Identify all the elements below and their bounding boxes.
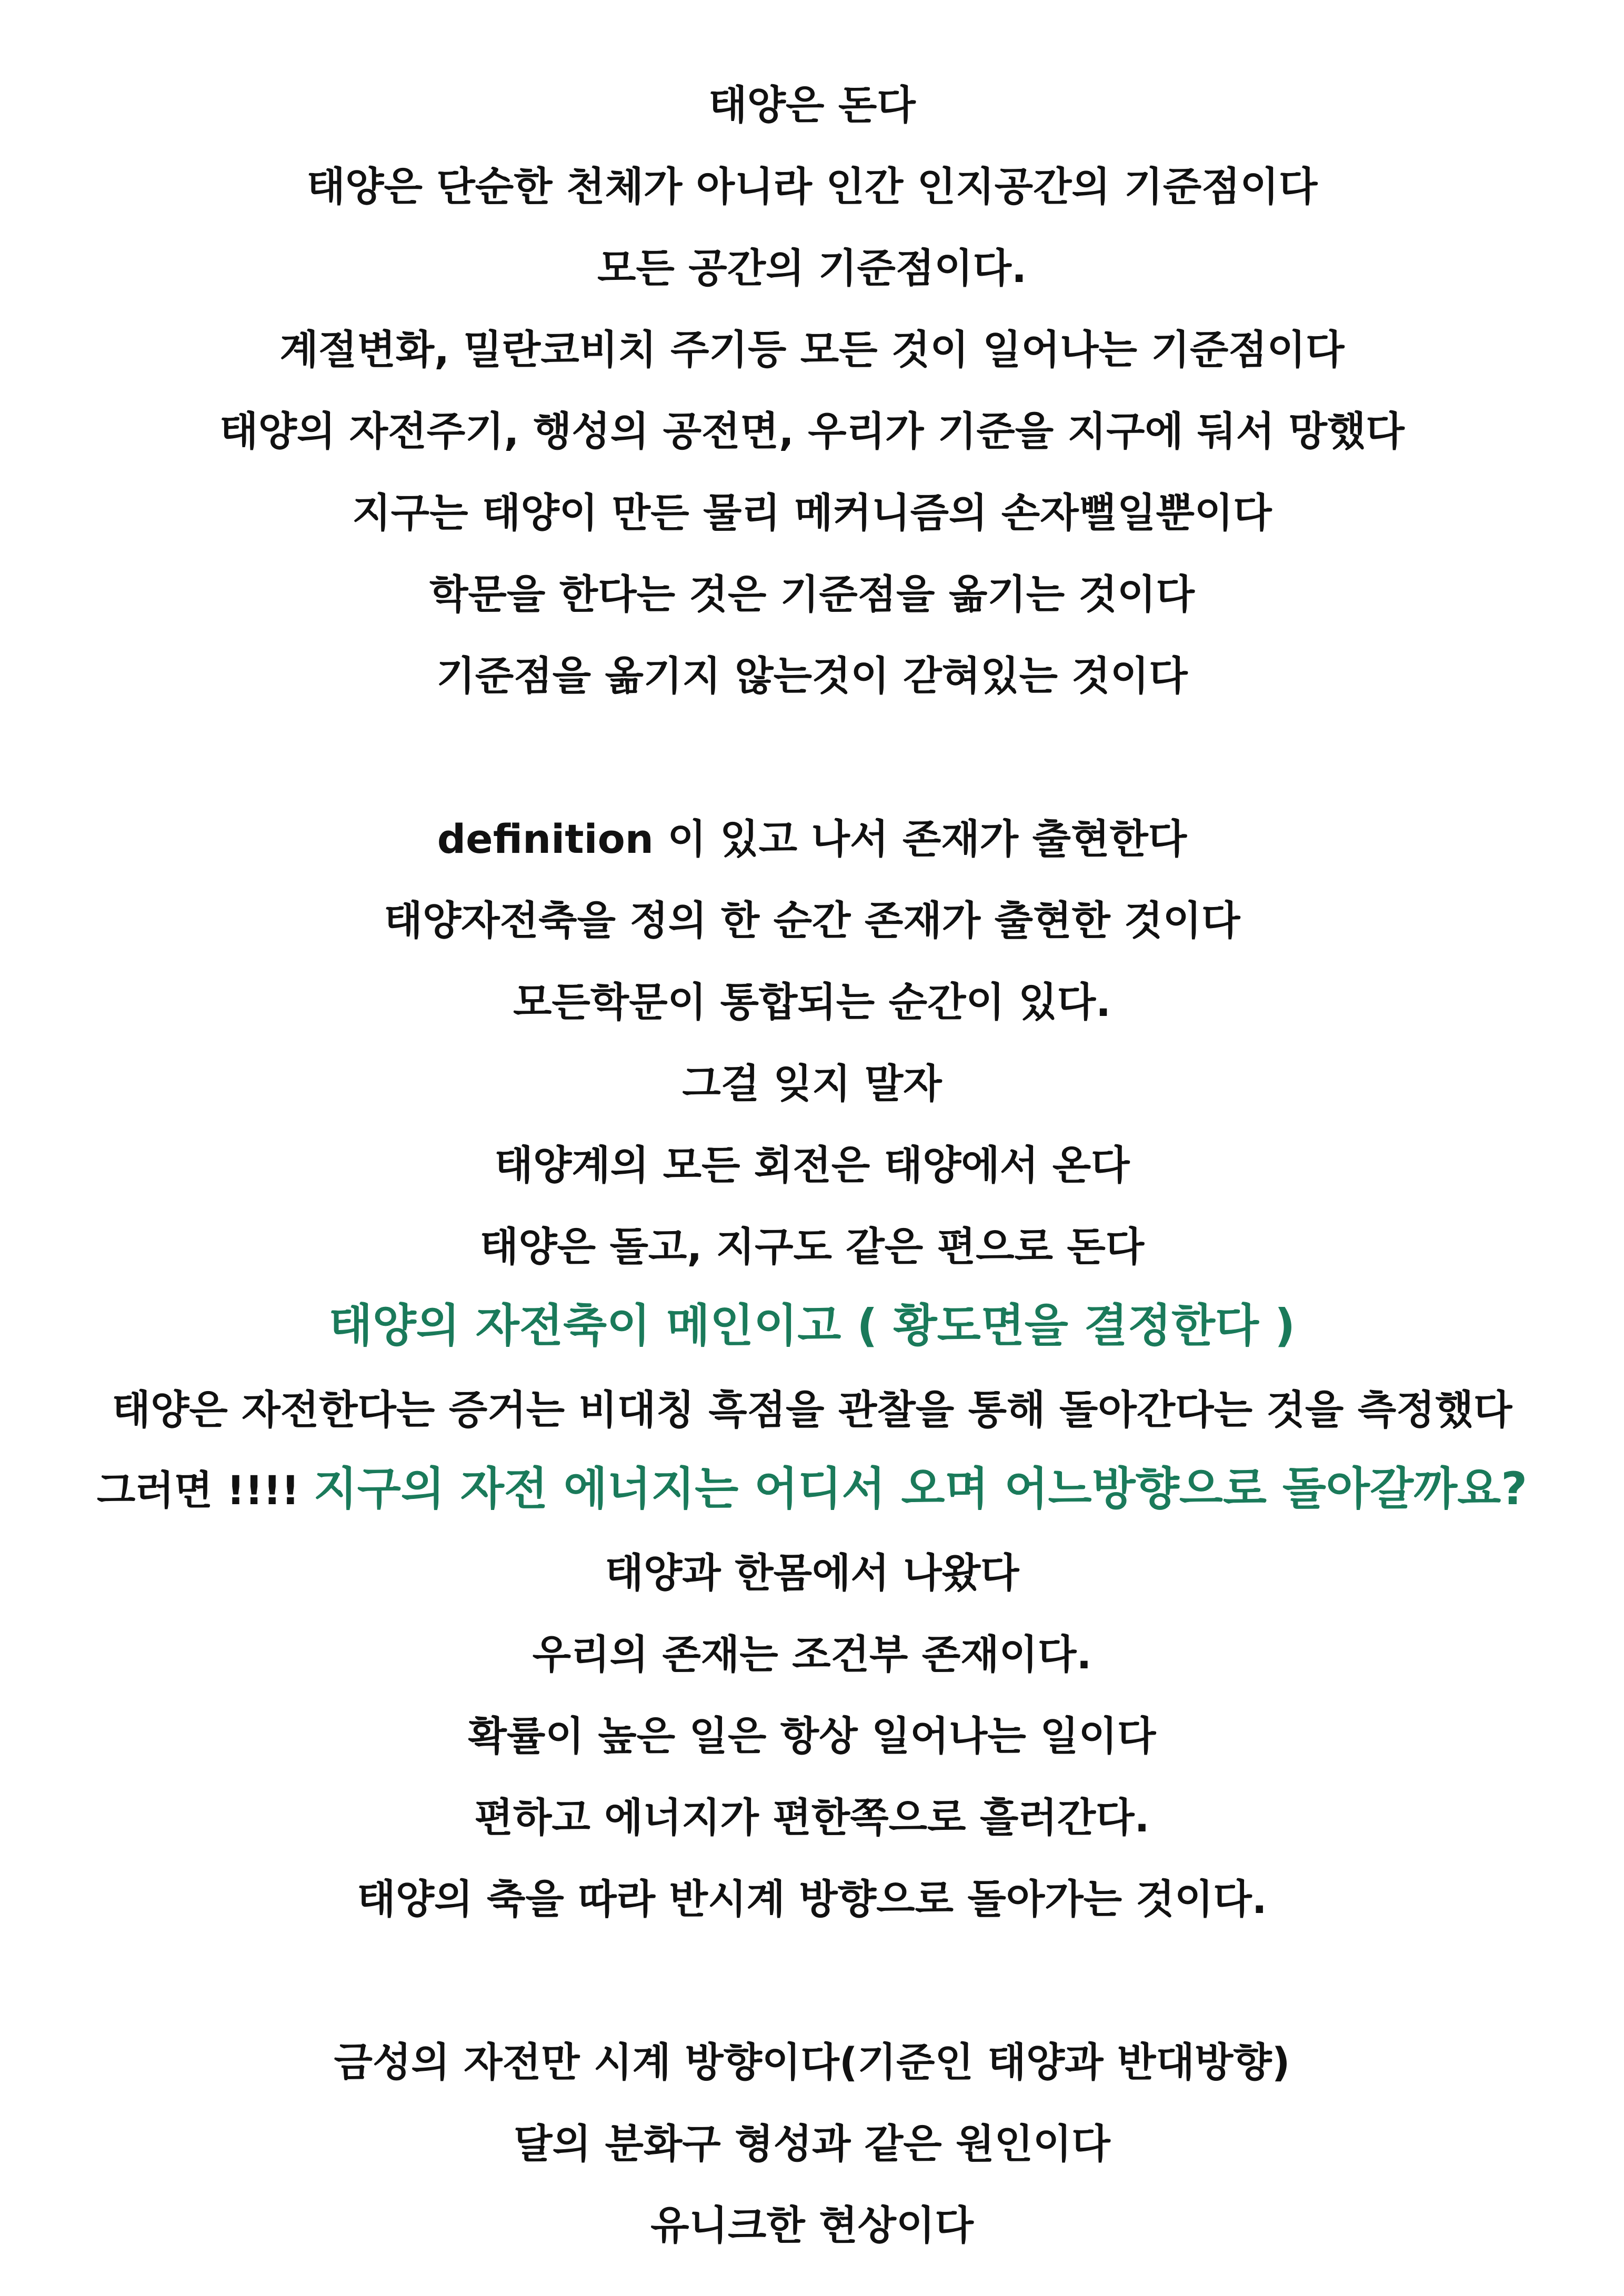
text-line-1: 태양은 돈다	[708, 82, 916, 128]
text-line-12: 그걸 잊지 말자	[682, 1060, 942, 1107]
text-line-15: 태양은 자전한다는 증거는 비대칭 흑점을 관찰을 통해 돌아간다는 것을 측정했다	[112, 1386, 1512, 1433]
text-line-14: 태양은 돌고, 지구도 같은 편으로 돈다	[479, 1223, 1145, 1270]
text-line-7: 학문을 한다는 것은 기준점을 옮기는 것이다	[429, 571, 1195, 618]
text-line-19: 편하고 에너지가 편한쪽으로 흘러간다.	[474, 1794, 1150, 1841]
text-line-13: 태양계의 모든 회전은 태양에서 온다	[494, 1142, 1130, 1189]
text-line-10: 태양자전축을 정의 한 순간 존재가 출현한 것이다	[384, 897, 1240, 944]
text-line-9: definition 이 있고 나서 존재가 출현한다	[437, 815, 1187, 862]
text-line-20: 태양의 축을 따라 반시계 방향으로 돌아가는 것이다.	[357, 1876, 1267, 1922]
text-line-4: 계절변화, 밀란코비치 주기등 모든 것이 일어나는 기준점이다	[279, 326, 1345, 373]
text-line-5: 태양의 자전주기, 행성의 공전면, 우리가 기준을 지구에 둬서 망했다	[219, 408, 1405, 455]
text-line-22: 달의 분화구 형성과 같은 원인이다	[514, 2120, 1110, 2167]
text-line-16: 태양과 한몸에서 나왔다	[605, 1549, 1019, 1596]
text-line-11: 모든학문이 통합되는 순간이 있다.	[513, 979, 1111, 1025]
text-line-17: 우리의 존재는 조건부 존재이다.	[532, 1631, 1092, 1678]
highlight-line-1: 태양의 자전축이 메인이고 ( 황도면을 결정한다 )	[328, 1300, 1296, 1352]
text-line-23: 유니크한 현상이다	[650, 2202, 974, 2249]
mixed-line-lead: 그러면 !!!!	[96, 1467, 300, 1514]
text-line-2: 태양은 단순한 천체가 아니라 인간 인지공간의 기준점이다	[306, 163, 1318, 210]
text-line-21: 금성의 자전만 시계 방향이다(기준인 태양과 반대방향)	[334, 2039, 1290, 2086]
text-line-3: 모든 공간의 기준점이다.	[597, 245, 1027, 291]
text-line-8: 기준점을 옮기지 않는것이 갇혀있는 것이다	[436, 652, 1188, 699]
text-line-18: 확률이 높은 일은 항상 일어나는 일이다	[468, 1713, 1156, 1759]
mixed-line-accent: 지구의 자전 에너지는 어디서 오며 어느방향으로 돌아갈까요?	[313, 1463, 1528, 1515]
mixed-line	[0, 1460, 1624, 1519]
text-line-6: 지구는 태양이 만든 물리 메커니즘의 손자뻘일뿐이다	[352, 489, 1272, 536]
